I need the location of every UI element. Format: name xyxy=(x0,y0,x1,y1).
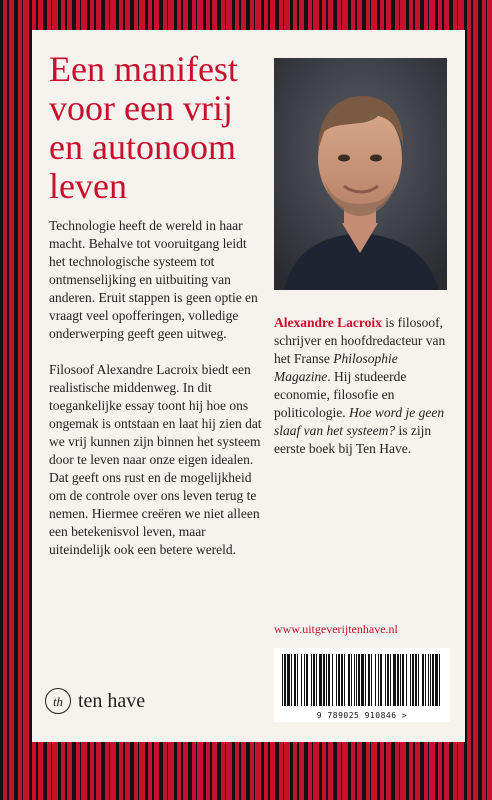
barcode-bar xyxy=(311,654,312,706)
barcode-bar xyxy=(371,654,372,706)
barcode-bar xyxy=(304,654,305,706)
barcode-bar xyxy=(368,654,370,706)
barcode-bar xyxy=(282,654,283,706)
barcode-bar xyxy=(400,654,401,706)
barcode-bar xyxy=(351,654,352,706)
isbn-digits: 9 789025 910846 > xyxy=(316,711,408,720)
barcode-bar xyxy=(397,654,399,706)
publisher-website: www.uitgeverijtenhave.nl xyxy=(274,622,398,636)
barcode-bar xyxy=(410,654,411,706)
author-bio-text xyxy=(274,314,452,458)
blurb-paragraph-1: Technologie heeft de wereld in haar macht. Behalve tot vooruitgang leidt het technologische systeem tot ontmenselijking en uitbuiting van anderen. Eruit stappen is geen optie en vraagt veel opofferingen, volledige onderwerping geeft geen uitweg. xyxy=(49,218,258,341)
barcode-bar xyxy=(356,654,357,706)
barcode-bar xyxy=(375,654,376,706)
barcode-bar xyxy=(287,654,290,706)
author-photo xyxy=(274,58,447,290)
barcode-bar xyxy=(326,654,327,706)
barcode-bar xyxy=(435,654,438,706)
book-title: Hoe word je geen slaaf van het systeem? xyxy=(274,405,445,438)
barcode-bar xyxy=(291,654,292,706)
barcode-bar xyxy=(380,654,382,706)
author-name: Alexandre Lacroix xyxy=(274,315,382,330)
barcode-bar xyxy=(328,654,330,706)
barcode-bar xyxy=(313,654,315,706)
barcode-bar xyxy=(422,654,424,706)
magazine-name: Philosophie Magazine xyxy=(274,351,398,384)
barcode-bar xyxy=(301,654,302,706)
publisher-logo-mark: th xyxy=(45,688,71,714)
blurb-column xyxy=(49,217,263,577)
barcode-bar xyxy=(348,654,350,706)
barcode-bar xyxy=(297,654,298,706)
barcode-bar xyxy=(393,654,396,706)
isbn-barcode xyxy=(274,648,450,722)
author-bio-part-1: is filosoof, schrijver en hoofdredacteur van het Franse xyxy=(274,315,446,366)
barcode-bar xyxy=(428,654,429,706)
barcode-bar xyxy=(358,654,360,706)
barcode-bar xyxy=(430,654,431,706)
barcode-bar xyxy=(336,654,337,706)
blurb-paragraph-2: Filosoof Alexandre Lacroix biedt een realistische middenweg. In dit toegankelijke essay toont hij hoe ons ongemak is ontstaan en laat hij zien dat we vrij kunnen zijn binnen het systeem door te leven naar onze eigen idealen. Dat geeft ons rust en de mogelijkheid om de controle over ons leven terug te nemen. Hiermee creëren we niet alleen een betekenisvol leven, maar uiteindelijk ook een betere wereld. xyxy=(49,362,262,557)
barcode-bar xyxy=(338,654,340,706)
barcode-bar xyxy=(425,654,426,706)
author-bio-part-2: . Hij studeerde economie, filosofie en politicologie. xyxy=(274,369,407,420)
barcode-bar xyxy=(341,654,343,706)
barcode-bar xyxy=(319,654,322,706)
barcode-bar xyxy=(385,654,386,706)
author-portrait-image xyxy=(274,58,447,290)
barcode-bar xyxy=(406,654,407,706)
author-bio-part-3: is zijn eerste boek bij Ten Have. xyxy=(274,423,432,456)
publisher-name: ten have xyxy=(78,689,146,712)
barcode-bar xyxy=(294,654,296,706)
barcode-bars xyxy=(274,648,450,710)
barcode-bar xyxy=(378,654,379,706)
barcode-bar xyxy=(306,654,308,706)
barcode-bar xyxy=(439,654,440,706)
barcode-bar xyxy=(361,654,364,706)
barcode-bar xyxy=(354,654,355,706)
barcode-bar xyxy=(316,654,317,706)
barcode-bar xyxy=(365,654,366,706)
barcode-bar xyxy=(402,654,404,706)
barcode-bar xyxy=(415,654,417,706)
book-tagline: Een manifest voor een vrij en autonoom leven xyxy=(49,49,238,206)
barcode-bar xyxy=(323,654,325,706)
publisher-logo xyxy=(45,688,145,714)
barcode-bar xyxy=(432,654,434,706)
barcode-bar xyxy=(412,654,414,706)
barcode-bar xyxy=(332,654,333,706)
barcode-bar xyxy=(284,654,286,706)
barcode-bar xyxy=(344,654,345,706)
barcode-bar xyxy=(387,654,389,706)
barcode-bar xyxy=(390,654,391,706)
barcode-bar xyxy=(418,654,419,706)
author-bio xyxy=(274,314,452,458)
